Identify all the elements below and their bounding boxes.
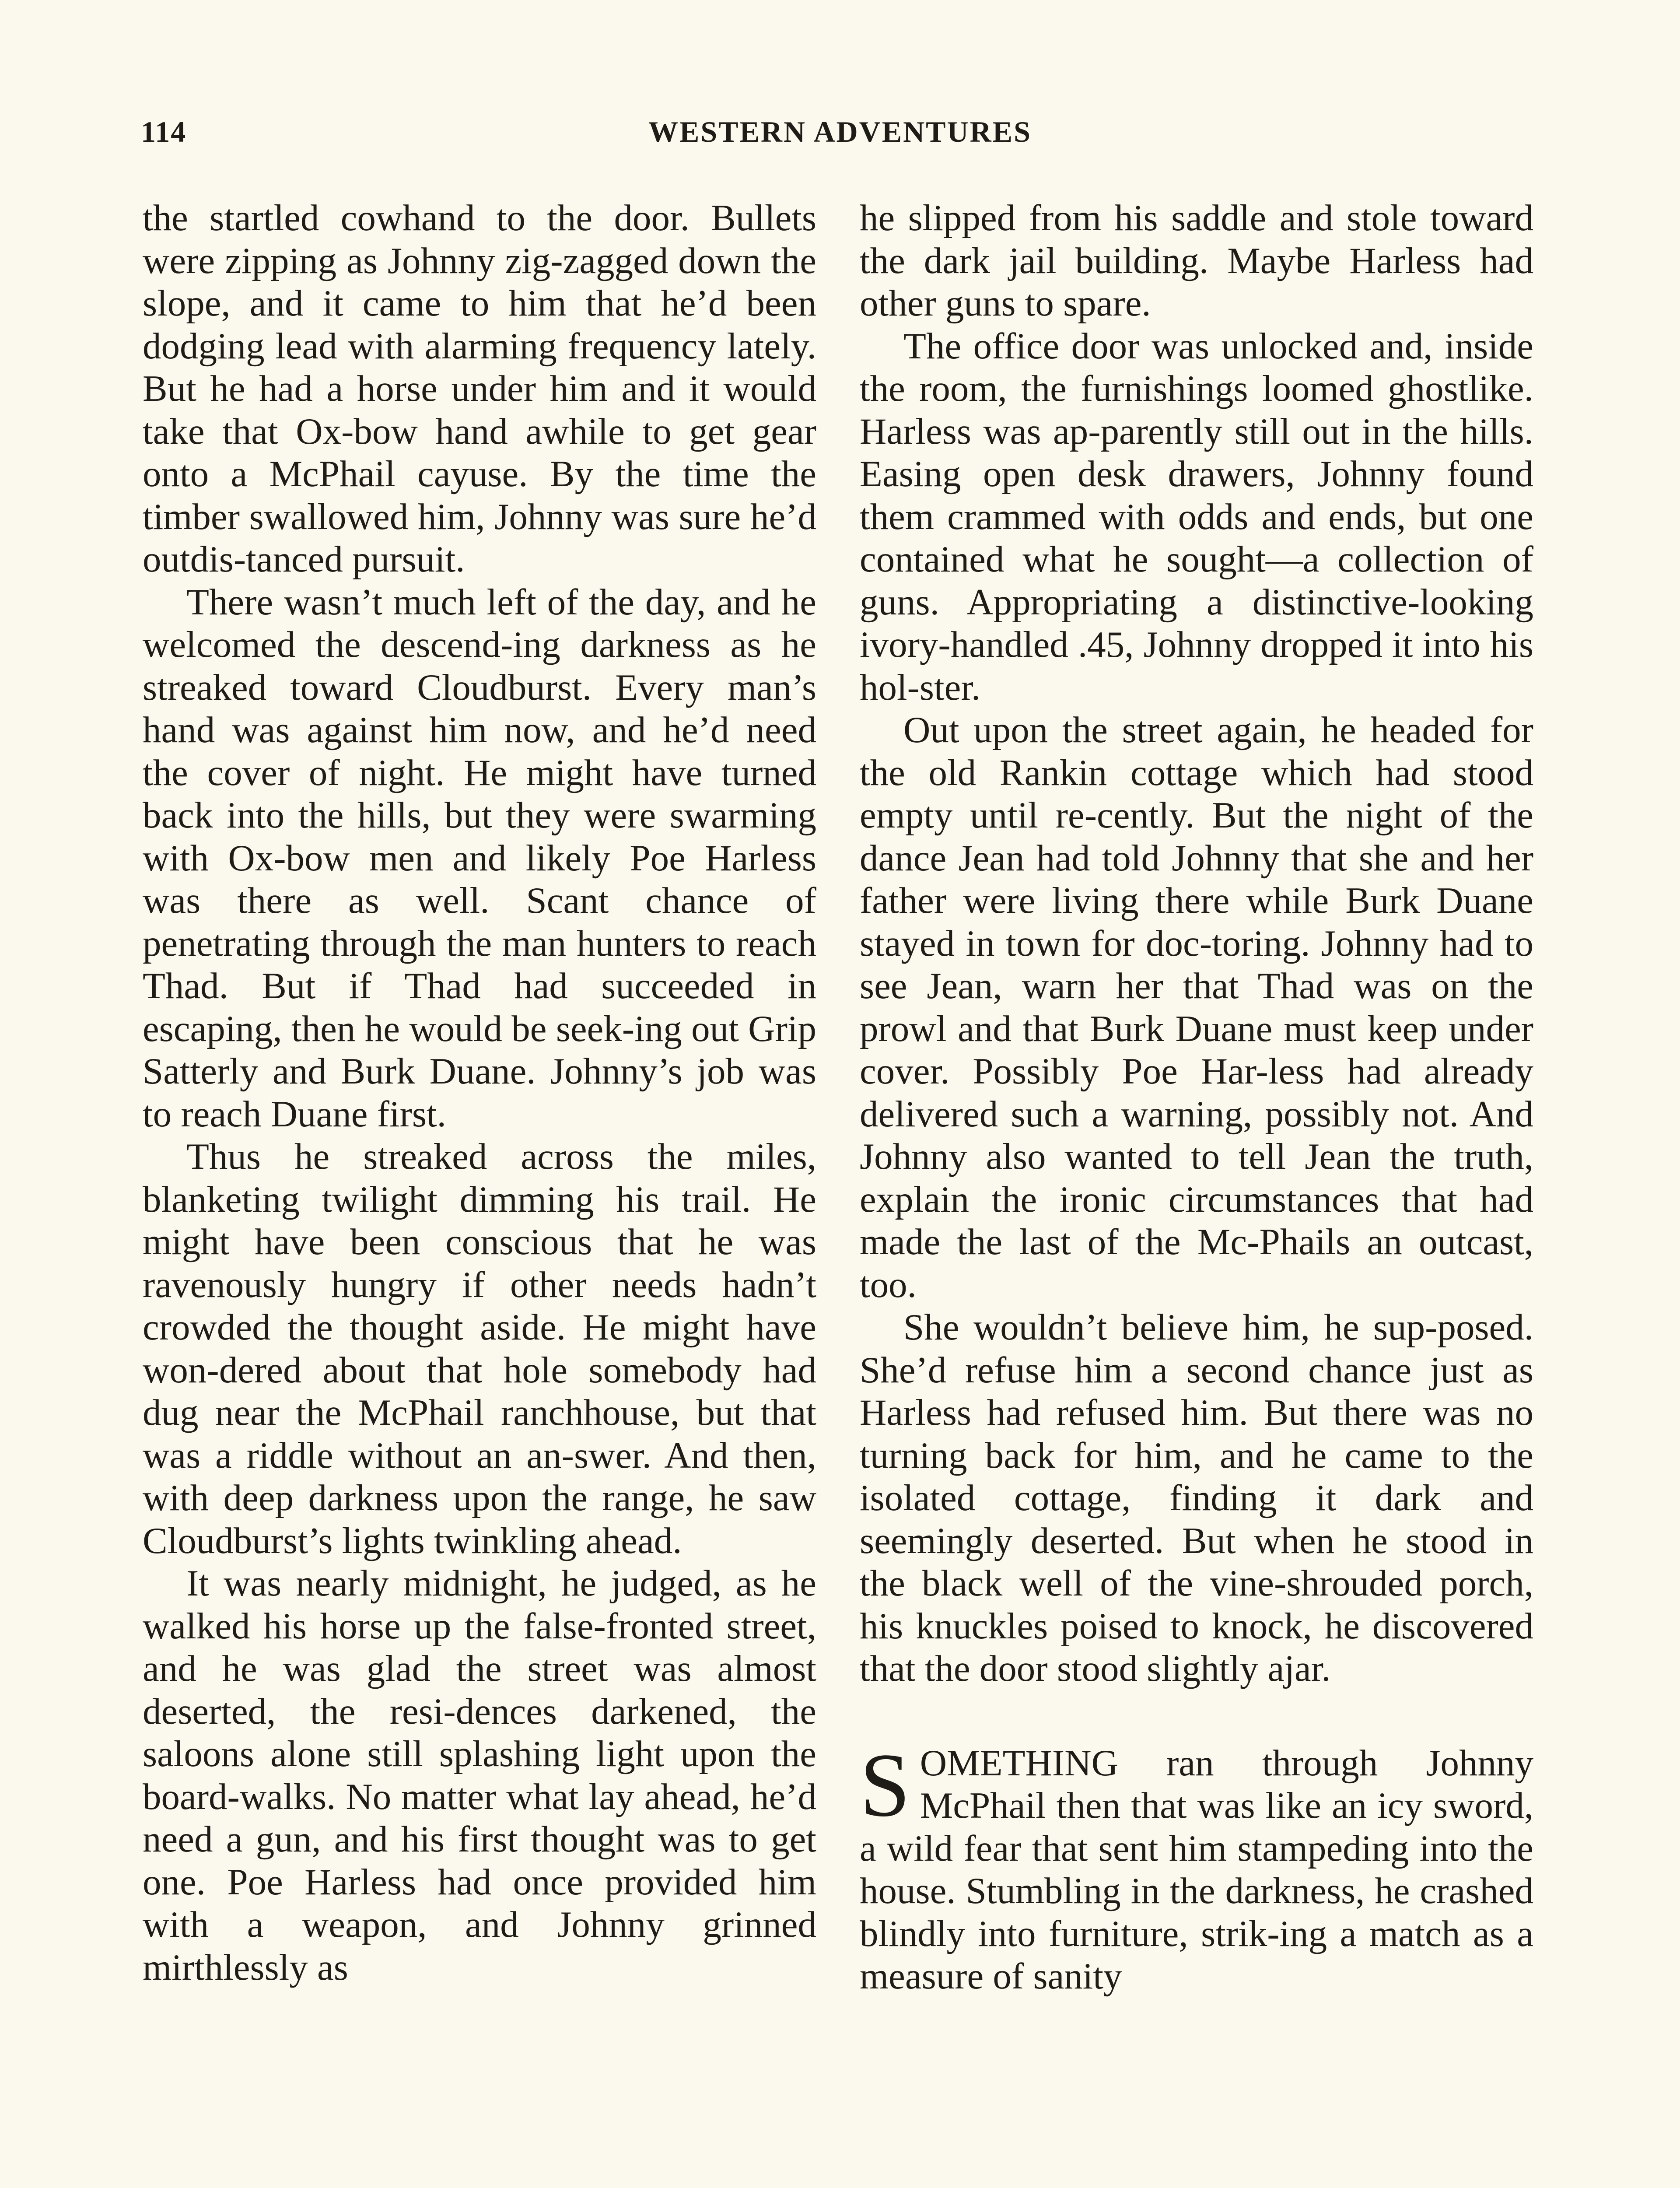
paragraph: There wasn’t much left of the day, and he welcomed the descend-ing darkness as he streaked toward Cloudburst. Every man’s hand was against him now, and he’d need the cover of night. He might have turned back into the hills, but they were swarming with Ox-bow men and likely Poe Harless was there as well. Scant chance of penetrating through the man hunters to reach Thad. But if Thad had succeeded in escaping, then he would be seek-ing out Grip Satterly and Burk Duane. Johnny’s job was to reach Duane first.	[143, 581, 816, 1135]
paragraph: The office door was unlocked and, inside the room, the furnishings loomed ghostlike. Harless was ap-parently still out in the hills. Easing open desk drawers, Johnny found them crammed with odds and ends, but one contained what he sought—a collection of guns. Appropriating a distinctive-looking ivory-handled .45, Johnny dropped it into his hol-ster.	[860, 325, 1533, 708]
section-text: OMETHING ran through Johnny McPhail then that was like an icy sword, a wild fear that sent him stampeding into the house. Stumbling in the darkness, he crashed blindly into furniture, strik-ing a match as a measure of sanity	[860, 1742, 1533, 1997]
paragraph: It was nearly midnight, he judged, as he walked his horse up the false-fronted street, and he was glad the street was almost deserted, the resi-dences darkened, the saloons alone still splashing light upon the board-walks. No matter what lay ahead, he’d need a gun, and his first thought was to get one. Poe Harless had once provided him with a weapon, and Johnny grinned mirthlessly as	[143, 1563, 816, 1988]
paragraph: the startled cowhand to the door. Bullets were zipping as Johnny zig-zagged down the slope, and it came to him that he’d been dodging lead with alarming frequency lately. But he had a horse under him and it would take that Ox-bow hand awhile to get gear onto a McPhail cayuse. By the time the timber swallowed him, Johnny was sure he’d outdis-tanced pursuit.	[143, 197, 816, 580]
drop-cap: S	[860, 1734, 910, 1835]
right-column	[860, 197, 1533, 1998]
paragraph: She wouldn’t believe him, he sup-posed. She’d refuse him a second chance just as Harless had refused him. But there was no turning back for him, and he came to the isolated cottage, finding it dark and seemingly deserted. But when he stood in the black well of the vine-shrouded porch, his knuckles poised to knock, he discovered that the door stood slightly ajar.	[860, 1307, 1533, 1689]
left-column	[143, 197, 816, 1989]
paragraph: Out upon the street again, he headed for the old Rankin cottage which had stood empty until re-cently. But the night of the dance Jean had told Johnny that she and her father were living there while Burk Duane stayed in town for doc-toring. Johnny had to see Jean, warn her that Thad was on the prowl and that Burk Duane must keep under cover. Possibly Poe Har-less had already delivered such a warning, possibly not. And Johnny also wanted to tell Jean the truth, explain the ironic circumstances that had made the last of the Mc-Phails an outcast, too.	[860, 709, 1533, 1305]
section-opening-paragraph	[860, 1734, 1533, 1998]
page-number: 114	[141, 115, 187, 148]
paragraph: he slipped from his saddle and stole toward the dark jail building. Maybe Harless had other guns to spare.	[860, 197, 1533, 324]
paragraph: Thus he streaked across the miles, blanketing twilight dimming his trail. He might have been conscious that he was ravenously hungry if other needs hadn’t crowded the thought aside. He might have won-dered about that hole somebody had dug near the McPhail ranchhouse, but that was a riddle without an an-swer. And then, with deep darkness upon the range, he saw Cloudburst’s lights twinkling ahead.	[143, 1136, 816, 1561]
running-head: WESTERN ADVENTURES	[648, 115, 1032, 148]
